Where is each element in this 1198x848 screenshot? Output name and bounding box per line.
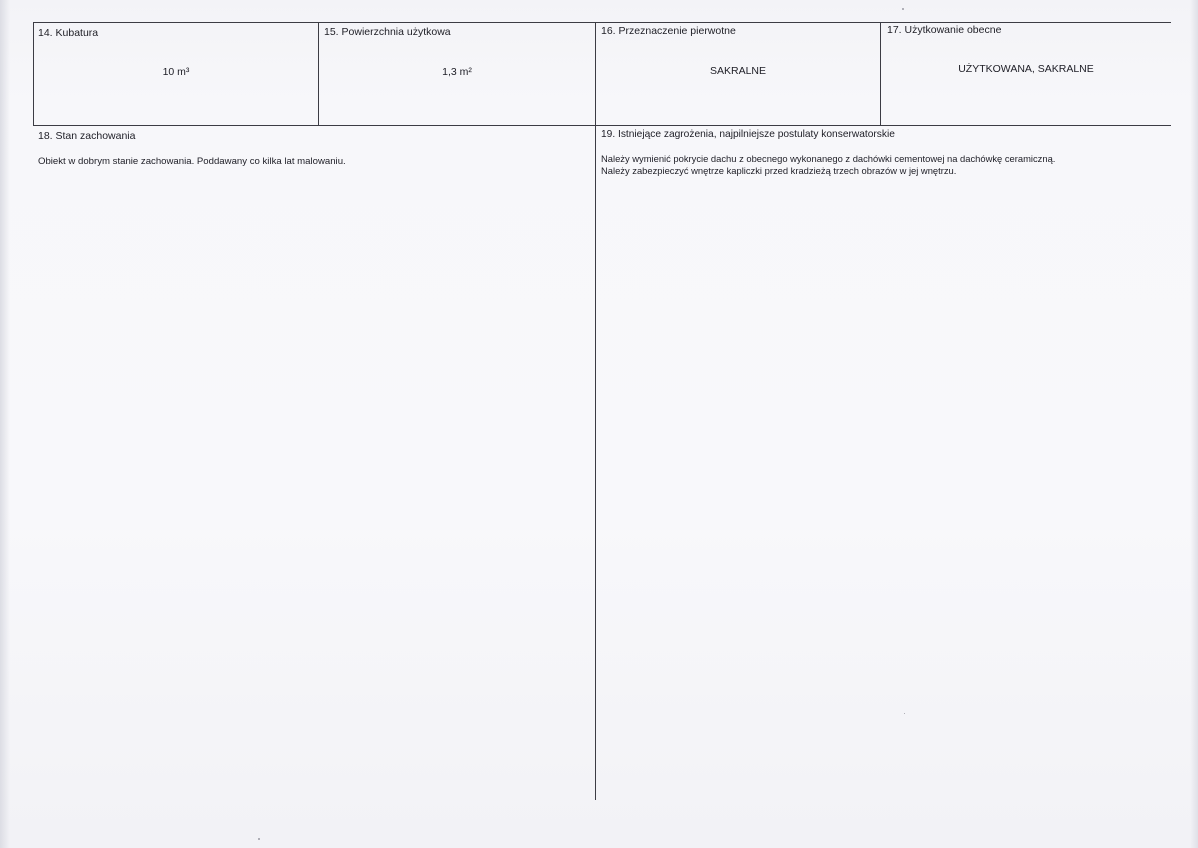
paper-speck bbox=[258, 838, 260, 840]
field-18-text: Obiekt w dobrym stanie zachowania. Poddawany co kilka lat malowaniu. bbox=[38, 156, 346, 167]
paper-speck bbox=[902, 8, 904, 10]
field-16-label: 16. Przeznaczenie pierwotne bbox=[601, 25, 736, 37]
field-14-value: 10 m³ bbox=[162, 66, 190, 78]
top-border-line bbox=[33, 22, 1171, 23]
field-19-text-line-2: Należy zabezpieczyć wnętrze kapliczki przed kradzieżą trzech obrazów w jej wnętrzu. bbox=[601, 165, 957, 176]
field-17-value: UŻYTKOWANA, SAKRALNE bbox=[958, 63, 1094, 75]
field-16-value: SAKRALNE bbox=[709, 65, 767, 77]
field-14-label: 14. Kubatura bbox=[38, 27, 99, 39]
field-19-label: 19. Istniejące zagrożenia, najpilniejsze postulaty konserwatorskie bbox=[601, 129, 895, 140]
center-divider-line bbox=[595, 22, 596, 800]
field-18-label: 18. Stan zachowania bbox=[38, 130, 136, 142]
field-19-text-line-1: Należy wymienić pokrycie dachu z obecnego wykonanego z dachówki cementowej na dachówkę ceramiczną. bbox=[601, 153, 1056, 164]
paper-speck bbox=[904, 713, 905, 714]
row-divider-line bbox=[33, 125, 1171, 126]
field-15-value: 1,3 m² bbox=[442, 66, 472, 78]
field-17-label: 17. Użytkowanie obecne bbox=[887, 24, 1002, 36]
field-15-label: 15. Powierzchnia użytkowa bbox=[324, 26, 451, 38]
